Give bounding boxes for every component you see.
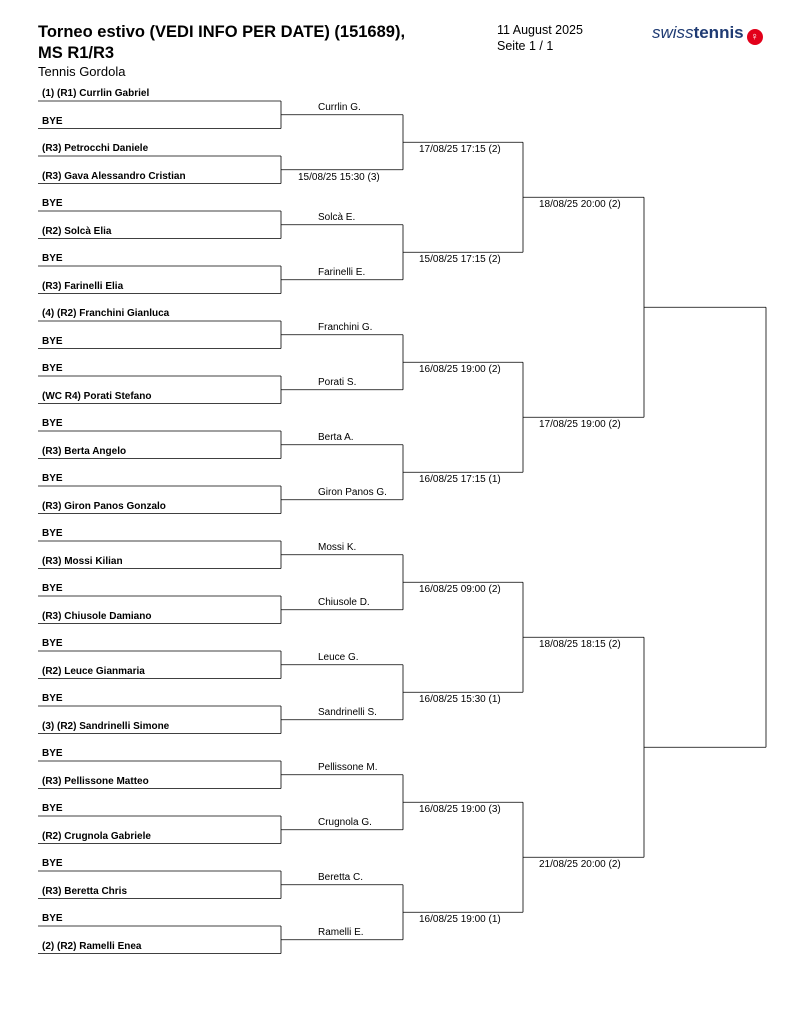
player-name: BYE bbox=[42, 858, 63, 869]
player-name: (R3) Mossi Kilian bbox=[42, 555, 123, 567]
player-name: (4) (R2) Franchini Gianluca bbox=[42, 308, 170, 319]
page-number: Seite 1 / 1 bbox=[497, 39, 554, 53]
player-name: BYE bbox=[42, 473, 63, 484]
round1-winner: Ramelli E. bbox=[318, 926, 364, 938]
round1-winner: Mossi K. bbox=[318, 541, 357, 553]
club-name: Tennis Gordola bbox=[38, 64, 126, 79]
round2-schedule: 16/08/25 19:00 (1) bbox=[419, 914, 501, 926]
round2-schedule: 16/08/25 17:15 (1) bbox=[419, 474, 501, 486]
player-name: (3) (R2) Sandrinelli Simone bbox=[42, 720, 170, 732]
round1-winner: Sandrinelli S. bbox=[318, 706, 377, 718]
logo-tennis-text: tennis bbox=[693, 23, 744, 42]
player-name: (R3) Berta Angelo bbox=[42, 445, 127, 457]
title-line-1: Torneo estivo (VEDI INFO PER DATE) (151689), bbox=[38, 23, 406, 41]
player-name: BYE bbox=[42, 115, 63, 127]
logo-swiss-text: swiss bbox=[652, 23, 694, 42]
round1-winner: Currlin G. bbox=[318, 101, 361, 113]
player-name: BYE bbox=[42, 748, 63, 759]
round1-winner: Porati S. bbox=[318, 376, 357, 388]
round3-schedule: 18/08/25 20:00 (2) bbox=[539, 199, 621, 211]
player-name: BYE bbox=[42, 693, 63, 704]
player-name: BYE bbox=[42, 253, 63, 264]
round1-winner: Chiusole D. bbox=[318, 596, 370, 608]
player-name: (R3) Petrocchi Daniele bbox=[42, 143, 149, 154]
player-name: (R2) Leuce Gianmaria bbox=[42, 665, 145, 677]
title-line-2: MS R1/R3 bbox=[38, 44, 115, 62]
player-name: (R3) Farinelli Elia bbox=[42, 280, 124, 292]
round3-schedule: 17/08/25 19:00 (2) bbox=[539, 419, 621, 431]
round2-schedule: 16/08/25 09:00 (2) bbox=[419, 584, 501, 596]
player-name: (WC R4) Porati Stefano bbox=[42, 390, 152, 402]
round1-winner: Franchini G. bbox=[318, 321, 373, 333]
player-name: (R3) Giron Panos Gonzalo bbox=[42, 500, 166, 512]
round3-schedule: 21/08/25 20:00 (2) bbox=[539, 859, 621, 871]
round2-schedule: 15/08/25 17:15 (2) bbox=[419, 254, 501, 266]
round2-schedule: 16/08/25 15:30 (1) bbox=[419, 694, 501, 706]
round1-schedule: 15/08/25 15:30 (3) bbox=[298, 171, 380, 183]
player-name: BYE bbox=[42, 528, 63, 539]
player-name: BYE bbox=[42, 198, 63, 209]
player-name: BYE bbox=[42, 335, 63, 347]
player-name: BYE bbox=[42, 363, 63, 374]
player-name: (R3) Chiusole Damiano bbox=[42, 610, 152, 622]
player-name: BYE bbox=[42, 913, 63, 924]
player-name: BYE bbox=[42, 583, 63, 594]
round3-schedule: 18/08/25 18:15 (2) bbox=[539, 639, 621, 651]
player-name: (R3) Beretta Chris bbox=[42, 885, 128, 897]
player-name: (R2) Solcà Elia bbox=[42, 225, 112, 237]
player-name: (R2) Crugnola Gabriele bbox=[42, 830, 151, 842]
round2-schedule: 16/08/25 19:00 (2) bbox=[419, 364, 501, 376]
round1-winner: Pellissone M. bbox=[318, 761, 378, 773]
player-name: BYE bbox=[42, 418, 63, 429]
round1-winner: Giron Panos G. bbox=[318, 486, 387, 498]
round2-schedule: 16/08/25 19:00 (3) bbox=[419, 804, 501, 816]
player-name: (2) (R2) Ramelli Enea bbox=[42, 940, 142, 952]
round1-winner: Leuce G. bbox=[318, 651, 359, 663]
round1-winner: Beretta C. bbox=[318, 871, 364, 883]
player-name: BYE bbox=[42, 803, 63, 814]
round2-schedule: 17/08/25 17:15 (2) bbox=[419, 144, 501, 156]
player-name: BYE bbox=[42, 638, 63, 649]
print-date: 11 August 2025 bbox=[497, 23, 583, 37]
round1-winner: Solcà E. bbox=[318, 211, 356, 223]
round1-winner: Crugnola G. bbox=[318, 816, 372, 828]
player-name: (1) (R1) Currlin Gabriel bbox=[42, 88, 150, 99]
player-name: (R3) Pellissone Matteo bbox=[42, 775, 149, 787]
round1-winner: Farinelli E. bbox=[318, 266, 366, 278]
round1-winner: Berta A. bbox=[318, 431, 354, 443]
player-name: (R3) Gava Alessandro Cristian bbox=[42, 170, 186, 182]
tennis-ball-icon: ♀ bbox=[747, 29, 763, 45]
